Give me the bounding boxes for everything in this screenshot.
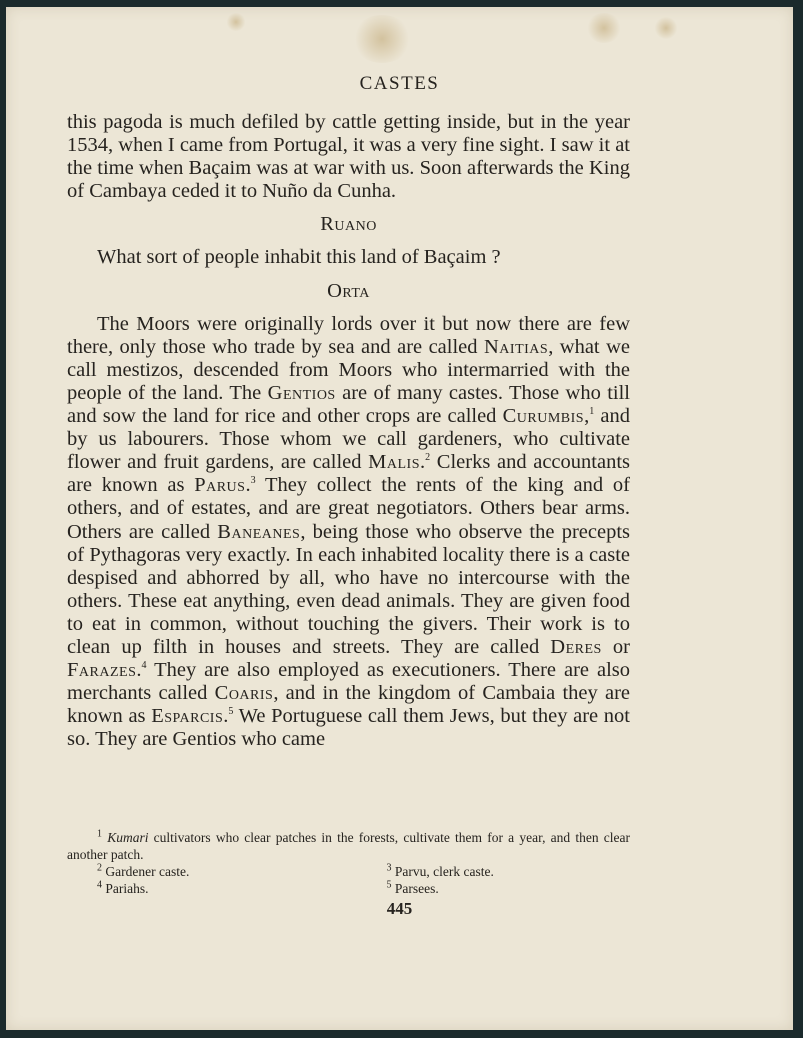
footnote-row: [67, 863, 630, 880]
text-run: The Moors were originally lords over it but now there are few there, only those who trade by sea and are called: [67, 312, 630, 358]
speaker-orta: Orta: [327, 279, 370, 302]
caste-name: Esparcis: [151, 705, 224, 728]
caste-name: Baneanes: [217, 520, 301, 543]
text-run: They are also employed as executioners. There are also merchants called: [67, 659, 630, 705]
footnote-ref: 4: [141, 660, 147, 672]
book-page: [6, 7, 793, 1030]
paragraph-3: The Moors were originally lords over it but now there are few there, only those who trade by sea and are called Naitias, what we call mestizos, descended from Moors who intermarried with the people of the land. The Gentios are of many castes. Those who till and sow the land for rice and other crops are called Curumbis,$^1$ and by us labourers. Those whom we call gardeners, who cultivate flower and fruit gardens, are called Malis.$^2$ Clerks and accountants are known as Parus.$^3$ They collect the rents of the king and of others, and of estates, and are great negotiators. Others bear arms. Others are called Baneanes, being those who observe the precepts of Pythagoras very exactly. In each inhabited locality there is a caste despised and abhorred by all, who have no intercourse with the others. These eat anything, even dead animals. They are given food to eat in common, without touching the givers. Their work is to clean up filth in houses and streets. They are called Deres or Farazes.$^4$ They are also employed as executioners. There are also merchants called Coaris, and in the kingdom of Cambaia they are known as Esparcis.$^5$ We Portuguese call them Jews, but they are not so. They are Gentios who came: [67, 312, 631, 751]
footnote-5: [349, 880, 631, 897]
footnote-text: Gardener caste.: [105, 864, 190, 879]
footnote-1: [67, 829, 630, 863]
paragraph-2: What sort of people inhabit this land of Baçaim ?: [97, 246, 501, 269]
caste-name: Gentios: [267, 381, 336, 404]
page-number: 445: [386, 899, 413, 918]
footnote-number: 1: [97, 828, 102, 840]
paragraph-1: this pagoda is much defiled by cattle getting inside, but in the year 1534, when I came from Portugal, it was a very fine sight. I saw it at the time when Baçaim was at war with us. Soon afterwards the King of Cambaya ceded it to Nuño da Cunha.: [67, 111, 630, 203]
caste-name: Naitias: [484, 335, 549, 358]
caste-name: Farazes: [67, 659, 137, 682]
caste-name: Curumbis: [502, 405, 585, 428]
caste-name: Malis: [368, 451, 421, 474]
footnote-number: 3: [386, 862, 392, 874]
caste-name: Parus: [194, 474, 246, 497]
footnote-ref: 2: [425, 452, 431, 464]
text-run: , and in the kingdom of Cambaia they are known as: [67, 682, 630, 728]
main-text: [67, 111, 630, 751]
speaker-ruano: Ruano: [320, 213, 377, 236]
text-run: , what we call mestizos, descended from Moors who intermarried with the people of the land. The: [67, 335, 630, 404]
running-header: CASTES: [359, 73, 440, 94]
footnote-row: [67, 880, 630, 897]
text-run: are of many castes. Those who till and sow the land for rice and other crops are called: [67, 381, 630, 428]
footnote-text: Pariahs.: [105, 881, 149, 896]
text-run: Clerks and accountants are known as: [67, 451, 630, 497]
caste-name: Coaris: [214, 682, 274, 705]
footnote-ref: 5: [228, 706, 234, 718]
footnote-4: [67, 880, 349, 897]
text-run: They collect the rents of the king and of others, and of estates, and are great negotiators. Others bear arms. Others are called: [67, 474, 630, 543]
footnote-number: 4: [97, 879, 102, 891]
footnote-text: Parvu, clerk caste.: [394, 864, 494, 879]
footnote-italic-term: Kumari: [107, 830, 149, 845]
text-run: or: [601, 635, 631, 658]
text-run: and by us labourers. Those whom we call gardeners, who cultivate flower and fruit gardens, are called: [67, 405, 630, 474]
footnote-ref: 1: [589, 406, 595, 418]
caste-name: Deres: [550, 635, 602, 658]
footnote-3: [349, 863, 631, 880]
footnote-text: cultivators who clear patches in the forests, cultivate them for a year, and then clear another patch.: [67, 830, 630, 862]
text-run: , being those who observe the precepts of Pythagoras very exactly. In each inhabited locality there is a caste despised and abhorred by all, who have no intercourse with the others. These eat anything, even dead animals. They are given food to eat in common, without touching the givers. Their work is to clean up filth in houses and streets. They are called: [67, 520, 630, 658]
footnotes: [67, 829, 630, 897]
footnote-number: 5: [386, 879, 392, 891]
footnote-ref: 3: [250, 475, 256, 487]
text-run: We Portuguese call them Jews, but they are not so. They are Gentios who came: [67, 705, 630, 751]
footnote-number: 2: [97, 862, 102, 874]
footnote-2: [67, 863, 349, 880]
footnote-text: Parsees.: [394, 881, 439, 896]
